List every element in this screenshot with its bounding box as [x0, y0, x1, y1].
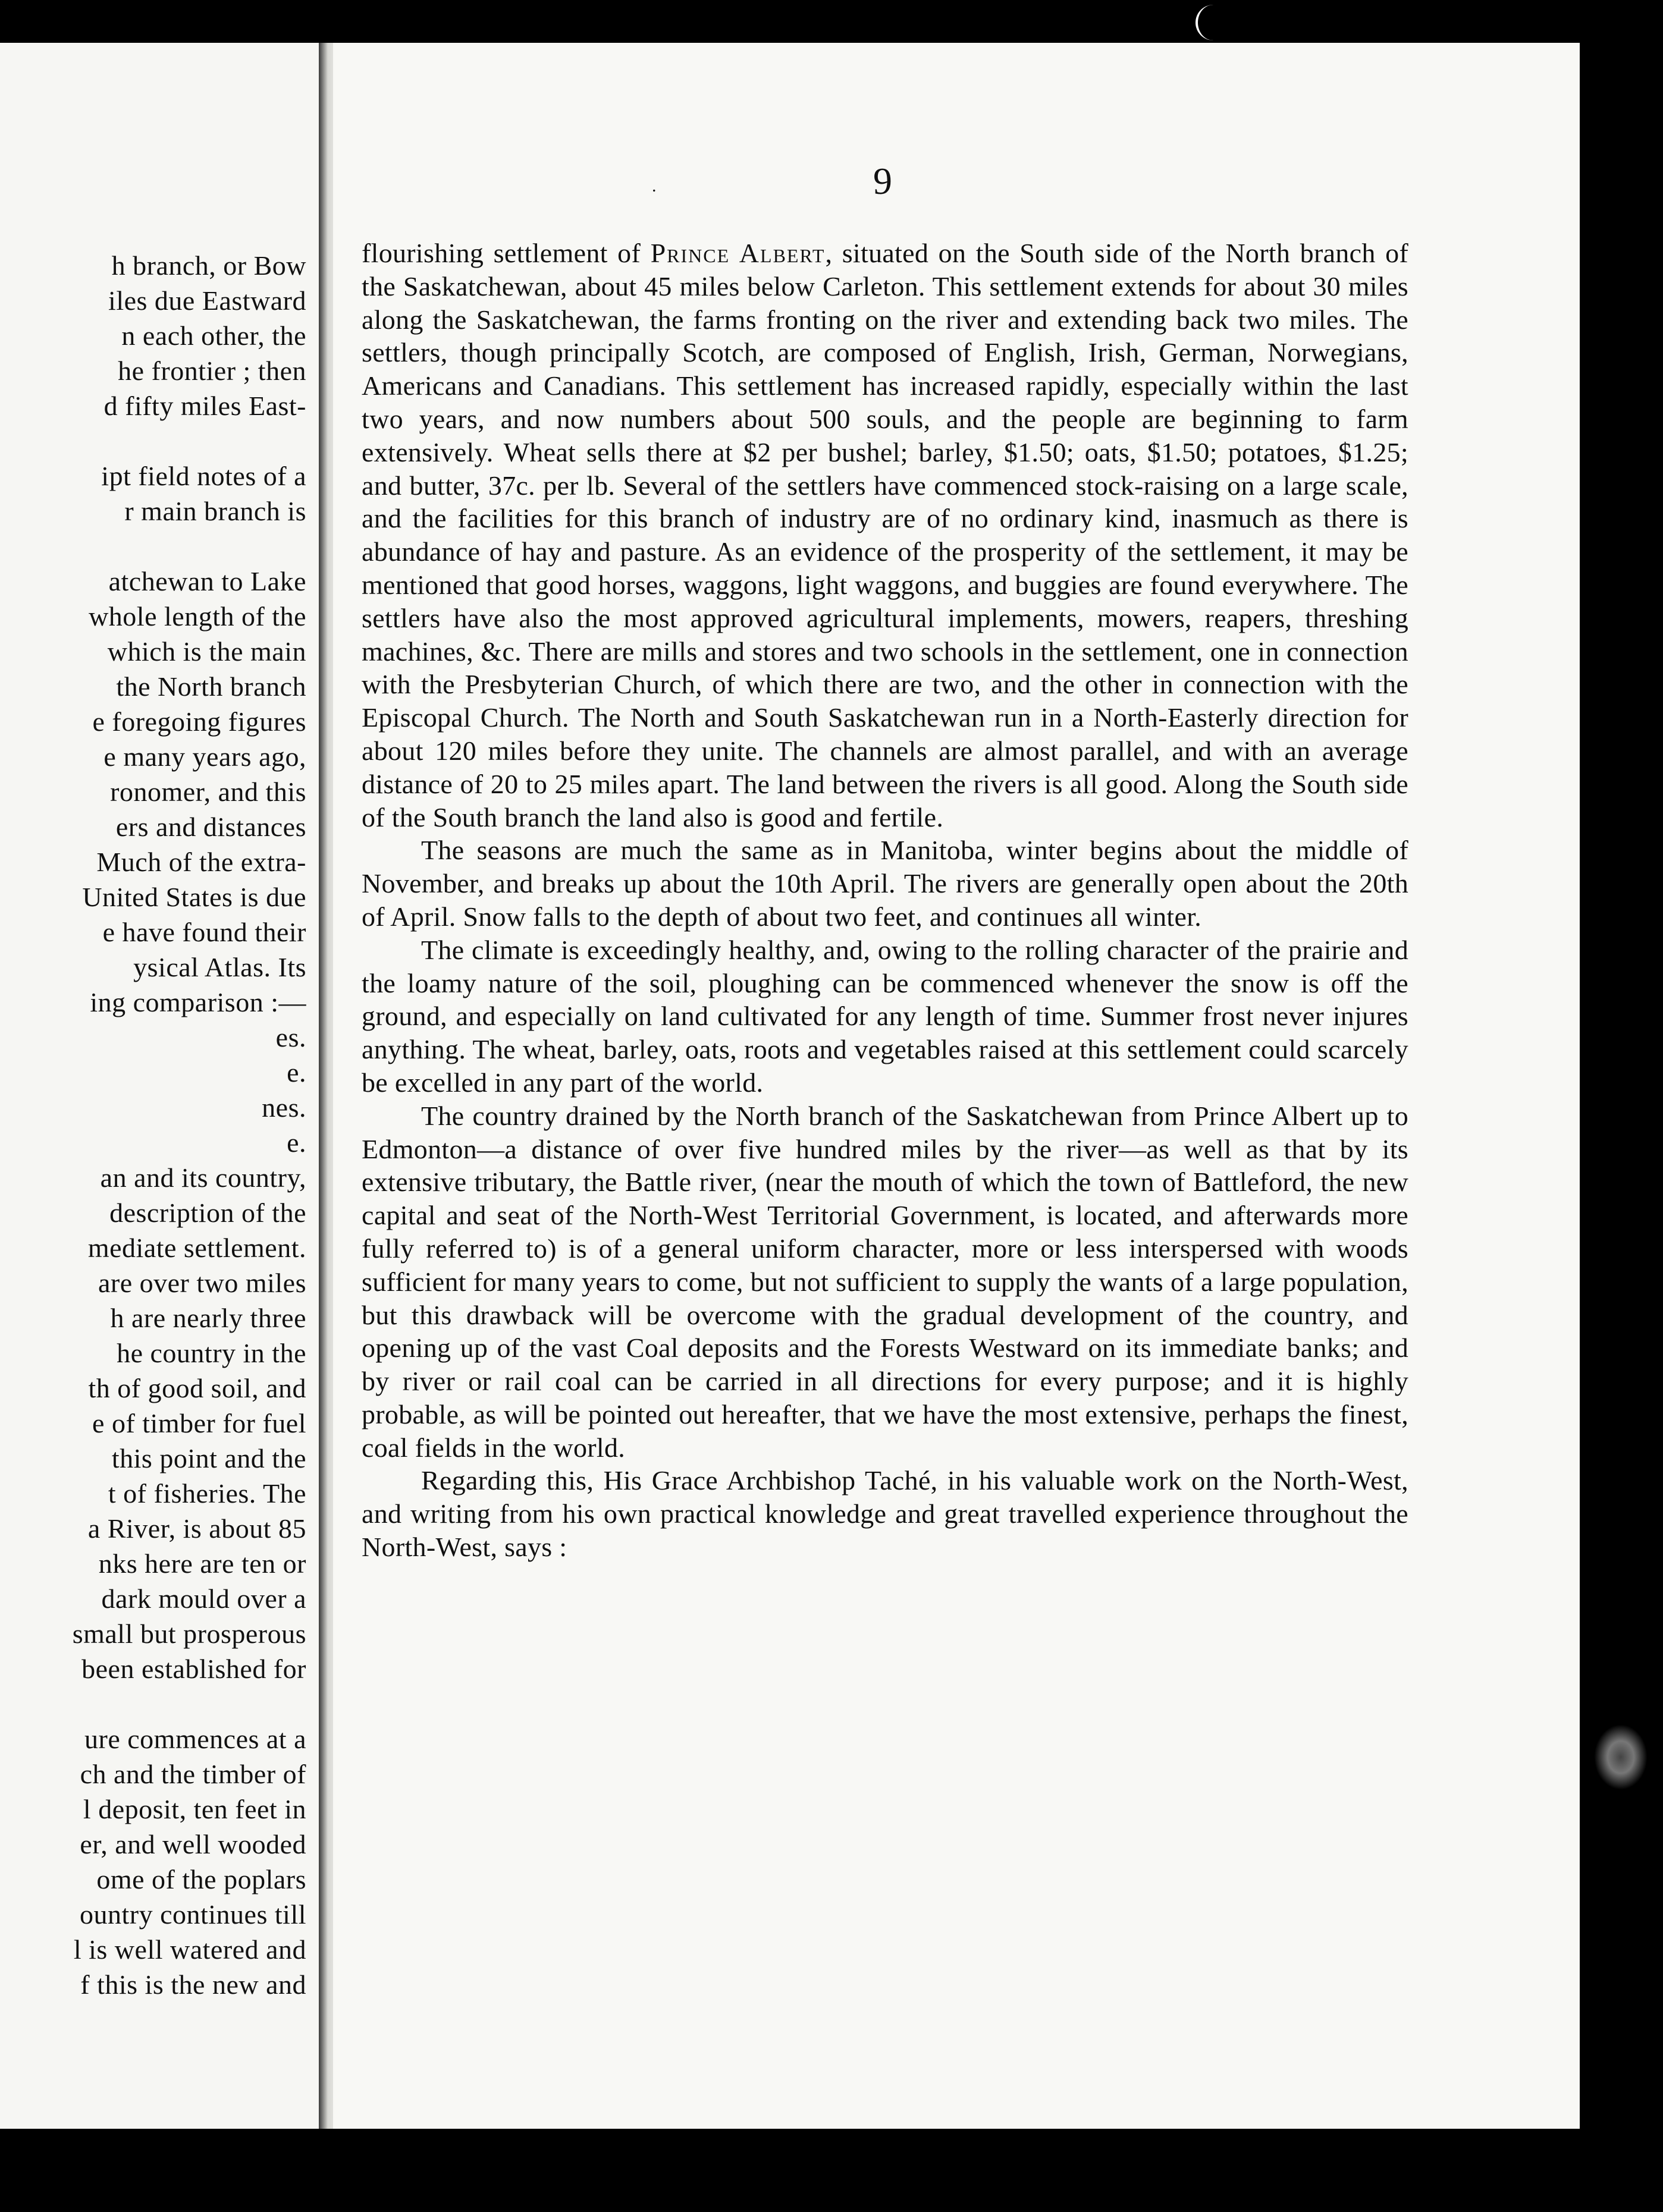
left-fragment-line: f this is the new and	[80, 1969, 306, 2000]
left-fragment-line: dark mould over a	[101, 1583, 306, 1614]
left-fragment-line: e.	[287, 1057, 306, 1088]
left-fragment-line: ome of the poplars	[96, 1864, 306, 1894]
left-fragment-line: es.	[275, 1022, 306, 1052]
paragraph-seasons: The seasons are much the same as in Manitoba, winter begins about the middle of November, and breaks up about the 10th April. The rivers are generally open about the 20th of April. Snow falls to the depth of about two feet, and continues all winter.	[362, 835, 1408, 932]
left-fragment-line: e.	[287, 1127, 306, 1158]
place-name-prince-albert: Prince Albert	[650, 238, 826, 268]
paragraph-start: flourishing settlement of	[362, 238, 651, 268]
paragraph-rest: , situated on the South side of the North branch of the Saskatchewan, about 45 miles below Carleton. This settlement extends for about 30 miles along the Saskatchewan, the farms fronting on the river and extending back two miles. The settlers, though principally Scotch, are composed of English, Irish, German, Norwegians, Americans and Canadians. This settlement has increased rapidly, especially within the last two years, and now numbers about 500 souls, and the people are beginning to farm extensively. Wheat sells there at $2 per bushel; barley, $1.50; oats, $1.50; potatoes, $1.25; and butter, 37c. per lb. Several of the settlers have commenced stock-raising on a large scale, and the facilities for this branch of industry are of no ordinary kind, inasmuch as there is abundance of hay and pasture. As an evidence of the prosperity of the settlement, it may be mentioned that good horses, waggons, light waggons, and buggies are found everywhere. The settlers have also the most approved agricultural implements, mowers, reapers, threshing machines, &c. There are mills and stores and two schools in the settlement, one in connection with the Presbyterian Church, of which there are two, and the other in connection with the Episcopal Church. The North and South Saskatchewan run in a North-Easterly direction for about 120 miles before they unite. The channels are almost parallel, and with an average distance of 20 to 25 miles apart. The land between the rivers is all good. Along the South side of the South branch the land also is good and fertile.	[362, 238, 1409, 832]
left-fragment-line: United States is due	[82, 882, 306, 912]
left-fragment-line	[0, 423, 306, 458]
left-fragment-line: ronomer, and this	[110, 777, 306, 807]
left-fragment-line: nks here are ten or	[98, 1548, 306, 1579]
left-fragment-line: he frontier ; then	[118, 356, 306, 386]
left-fragment-line: ch and the timber of	[80, 1759, 306, 1789]
left-fragment-line: er, and well wooded	[80, 1829, 306, 1859]
left-fragment-line: e many years ago,	[103, 741, 306, 772]
left-fragment-line: he country in the	[117, 1338, 306, 1368]
page-dot: .	[652, 176, 657, 196]
left-fragment-line: been established for	[81, 1654, 306, 1684]
left-fragment-line	[0, 529, 306, 564]
left-fragment-line: whole length of the	[89, 601, 306, 631]
left-fragment-line: t of fisheries. The	[108, 1478, 306, 1509]
left-fragment-line: ers and distances	[115, 812, 306, 842]
left-fragment-line: e foregoing figures	[92, 706, 306, 737]
left-fragment-line: ure commences at a	[84, 1724, 306, 1754]
left-fragment-line	[0, 1686, 306, 1721]
left-fragment-line: h branch, or Bow	[111, 250, 306, 281]
left-fragment-line: e of timber for fuel	[92, 1408, 306, 1438]
left-fragment-line: this point and the	[111, 1443, 306, 1473]
left-fragment-line: th of good soil, and	[88, 1373, 306, 1403]
left-page	[0, 43, 321, 2129]
paragraph-country-drained: The country drained by the North branch of the Saskatchewan from Prince Albert up to Edmonton—a distance of over five hundred miles by the river—as well as that by its extensive tributary, the Battle river, (near the mouth of which the town of Battleford, the new capital and seat of the North-West Territorial Government, is located, and afterwards more fully referred to) is of a general uniform character, more or less interspersed with woods sufficient for many years to come, but not sufficient to supply the wants of a large population, but this drawback will be overcome with the gradual development of the country, and opening up of the vast Coal deposits and the Forests Westward on its immediate banks; and by river or rail coal can be carried in all directions for every purpose; and it is highly probable, as will be pointed out hereafter, that we have the most extensive, perhaps the finest, coal fields in the world.	[362, 1100, 1408, 1463]
paragraph-prince-albert	[362, 237, 1408, 834]
left-fragment-line: ing comparison :—	[90, 987, 306, 1017]
left-fragment-line: atchewan to Lake	[108, 566, 306, 596]
left-fragment-line: Much of the extra-	[96, 847, 306, 877]
left-fragment-line: nes.	[262, 1092, 306, 1123]
left-fragment-line: ipt field notes of a	[101, 461, 306, 491]
page-number: 9	[873, 160, 892, 202]
right-page-body	[362, 237, 1408, 1564]
left-page-text-fragments	[0, 248, 306, 2002]
left-fragment-line: ountry continues till	[79, 1899, 306, 1930]
left-fragment-line: are over two miles	[98, 1268, 306, 1298]
paragraph-climate: The climate is exceedingly healthy, and, owing to the rolling character of the prairie and the loamy nature of the soil, ploughing can be commenced whenever the snow is off the ground, and especially on land cultivated for any length of time. Summer frost never injures anything. The wheat, barley, oats, roots and vegetables raised at this settlement could scarcely be excelled in any part of the world.	[362, 934, 1408, 1098]
left-fragment-line: iles due Eastward	[108, 285, 306, 316]
left-fragment-line: h are nearly three	[110, 1303, 306, 1333]
left-fragment-line: an and its country,	[100, 1162, 306, 1193]
left-fragment-line: e have found their	[102, 917, 306, 947]
left-fragment-line: l deposit, ten feet in	[83, 1794, 306, 1824]
left-fragment-line: d fifty miles East-	[103, 391, 306, 421]
left-fragment-line: r main branch is	[124, 496, 306, 526]
left-fragment-line: l is well watered and	[73, 1934, 306, 1965]
left-fragment-line: mediate settlement.	[87, 1233, 306, 1263]
left-fragment-line: a River, is about 85	[87, 1513, 306, 1544]
left-fragment-line: ysical Atlas. Its	[133, 952, 306, 982]
left-fragment-line: the North branch	[116, 671, 306, 702]
scan-smudge	[1594, 1724, 1648, 1790]
left-fragment-line: which is the main	[107, 636, 306, 667]
left-fragment-line: description of the	[109, 1198, 306, 1228]
left-fragment-line: n each other, the	[121, 321, 306, 351]
paragraph-archbishop-tache: Regarding this, His Grace Archbishop Taché, in his valuable work on the North-West, and writing from his own practical knowledge and great travelled experience throughout the North-West, says :	[362, 1465, 1408, 1563]
left-fragment-line: small but prosperous	[72, 1619, 306, 1649]
